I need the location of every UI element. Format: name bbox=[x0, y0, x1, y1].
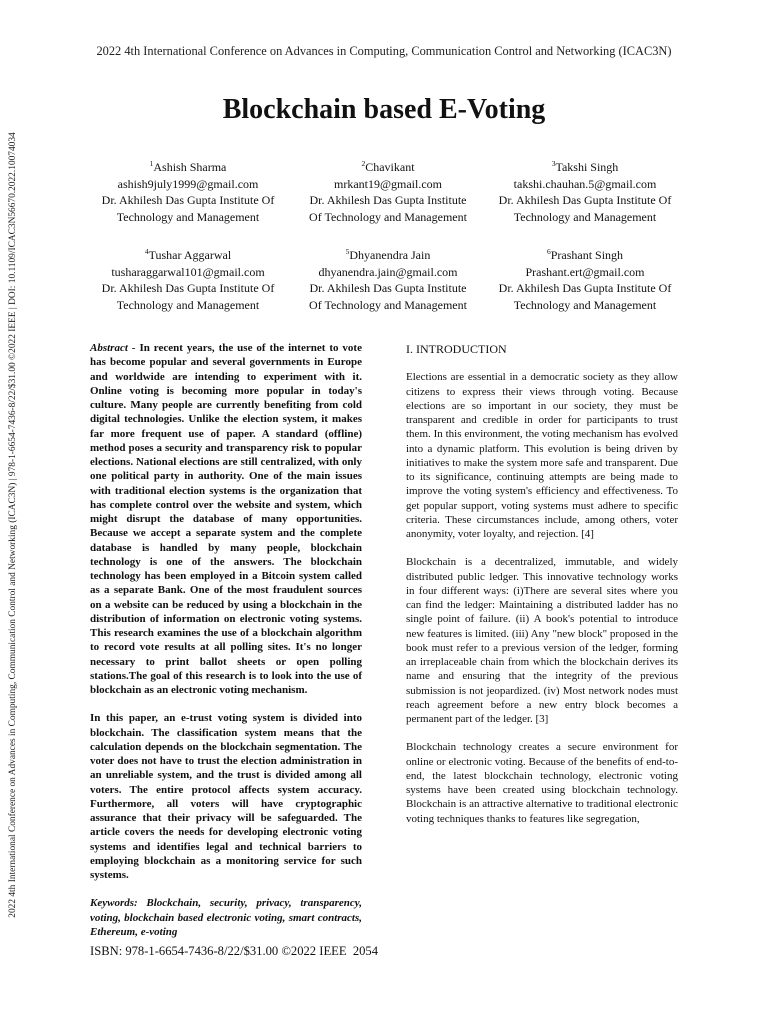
author-block bbox=[283, 244, 493, 313]
intro-paragraph: Blockchain technology creates a secure environment for online or electronic voting. Because of the benefits of end-to-end, the latest blockchain technology, electronic voting systems have been created using blockchain technology. Blockchain is an attractive alternative to traditional electronic voting techniques thanks to features like segregation, bbox=[406, 741, 678, 825]
author-affiliation: Of Technology and Management bbox=[309, 209, 467, 224]
keywords: Keywords: Blockchain, security, privacy, transparency, voting, blockchain based electronic voting, smart contracts, Ethereum, e-voting bbox=[90, 897, 362, 938]
abstract-text: In recent years, the use of the internet to vote has become popular and several governments in Europe and worldwide are intending to experiment with it. Online voting is becoming more popular in today's culture. Many people are currently benefiting from cold digital technologies. Unlike the election system, it makes far more frequent use of paper. A standard (offline) method poses a security and transparency risk to popular elections. National elections are still centralized, with only one political party in authority. One of the main issues with traditional election systems is the organization that has complete control over the website and system, which might disrupt the database of many opportunities. Because we accept a separate system and the complete database is handled by many people, blockchain technology is one of the answers. The blockchain technology has been employed in a Bitcoin system called as a separate Bank. One of the most fraudulent sources on a website can be reduced by using a blockchain in the distribution of information on electronic voting systems. This research examines the use of a blockchain algorithm to record vote results at all polling sites. It's no longer necessary to print ballot sheets or open polling stations.The goal of this research is to look into the use of blockchain as an electronic voting mechanism. bbox=[90, 342, 362, 696]
author-email: dhyanendra.jain@gmail.com bbox=[318, 264, 458, 279]
author-name: $^5$Dhyanendra Jain bbox=[345, 247, 431, 262]
author-affiliation: Technology and Management bbox=[513, 209, 657, 224]
author-block bbox=[83, 244, 293, 313]
author-affiliation: Dr. Akhilesh Das Gupta Institute bbox=[309, 281, 467, 295]
author-affiliation: Dr. Akhilesh Das Gupta Institute Of bbox=[101, 281, 275, 295]
author-name: $^1$Ashish Sharma bbox=[149, 159, 227, 174]
author-name: $^4$Tushar Aggarwal bbox=[144, 247, 232, 262]
page-footer: ISBN: 978-1-6654-7436-8/22/$31.00 ©2022 IEEE 2054 bbox=[90, 944, 379, 958]
author-block bbox=[83, 156, 293, 225]
conference-header: 2022 4th International Conference on Advances in Computing, Communication Control and Networking (ICAC3N) bbox=[96, 44, 672, 58]
author-affiliation: Technology and Management bbox=[116, 209, 260, 224]
author-email: takshi.chauhan.5@gmail.com bbox=[513, 176, 657, 191]
intro-paragraph: Elections are essential in a democratic society as they allow citizens to express their views through voting. Because elections are so important in our society, they must be transparent and credible in order for participants to trust them. In this environment, the voting mechanism has evolved into a dynamic platform. This evolution is being driven by initiatives to make the system more safe and transparent. Due to its significance, continuing attempts are being made to improve the voting system's efficiency and effectiveness. To get popular support, voting systems must adhere to specific criteria. These circumstances include, among others, voter anonymity, voter loyalty, and rejection. [4] bbox=[406, 371, 678, 540]
author-affiliation: Technology and Management bbox=[513, 297, 657, 312]
section-heading: I. INTRODUCTION bbox=[406, 342, 507, 356]
abstract-paragraph bbox=[90, 341, 362, 697]
author-affiliation: Dr. Akhilesh Das Gupta Institute Of bbox=[101, 193, 275, 207]
author-email: ashish9july1999@gmail.com bbox=[117, 176, 259, 191]
author-block bbox=[283, 156, 493, 225]
author-email: tusharaggarwal101@gmail.com bbox=[111, 264, 265, 279]
author-affiliation: Dr. Akhilesh Das Gupta Institute Of bbox=[498, 193, 672, 207]
introduction-column bbox=[406, 342, 678, 840]
abstract-paragraph-2: In this paper, an e-trust voting system is divided into blockchain. The classification system means that the calculation depends on the blockchain segmentation. The voter does not have to trust the election administration in an unreliable system, and the trust is divided among all voters. The entire protocol affects system accuracy. Furthermore, all voters will have cryptographic assurance that their privacy will be safeguarded. The article covers the needs for developing electronic voting systems and identifies legal and technical barriers to employing blockchain as a monitoring service for such systems. bbox=[90, 712, 362, 881]
author-affiliation: Technology and Management bbox=[116, 297, 260, 312]
author-affiliation: Dr. Akhilesh Das Gupta Institute bbox=[309, 193, 467, 207]
author-affiliation: Of Technology and Management bbox=[309, 297, 467, 312]
author-name: $^2$Chavikant bbox=[361, 159, 415, 174]
author-affiliation: Dr. Akhilesh Das Gupta Institute Of bbox=[498, 281, 672, 295]
abstract-label: Abstract - bbox=[90, 342, 136, 354]
paper-title: Blockchain based E-Voting bbox=[222, 94, 546, 125]
side-doi-text: 2022 4th International Conference on Advances in Computing, Communication Control and Networking (ICAC3N) | 978-1-6654-7436-8/22/$31.00 ©2022 IEEE | DOI: 10.1109/ICAC3N56670.2022.10074034 bbox=[8, 132, 18, 918]
author-name: $^6$Prashant Singh bbox=[546, 247, 624, 262]
author-block bbox=[480, 244, 690, 313]
side-doi-note bbox=[2, 78, 24, 973]
author-email: Prashant.ert@gmail.com bbox=[525, 264, 645, 279]
author-block bbox=[480, 156, 690, 225]
author-email: mrkant19@gmail.com bbox=[333, 176, 443, 191]
author-name: $^3$Takshi Singh bbox=[551, 159, 619, 174]
intro-paragraph: Blockchain is a decentralized, immutable, and widely distributed public ledger. This innovative technology works in four different ways: (i)There are several sites where you can find the ledger: Maintaining a distributed ladder has no single point of failure. (ii) A book's potential to introduce new features is limited. (iii) Any "new block" proposed in the book must refer to a previous version of the ledger, forming an irreplaceable chain from which the blockchain derives its name and ensuring that the integrity of the previous submission is not jeopardized. (iv) Most network nodes must reach agreement before a new entry block becomes a permanent part of the ledger. [3] bbox=[406, 556, 678, 725]
abstract-column bbox=[90, 341, 362, 953]
